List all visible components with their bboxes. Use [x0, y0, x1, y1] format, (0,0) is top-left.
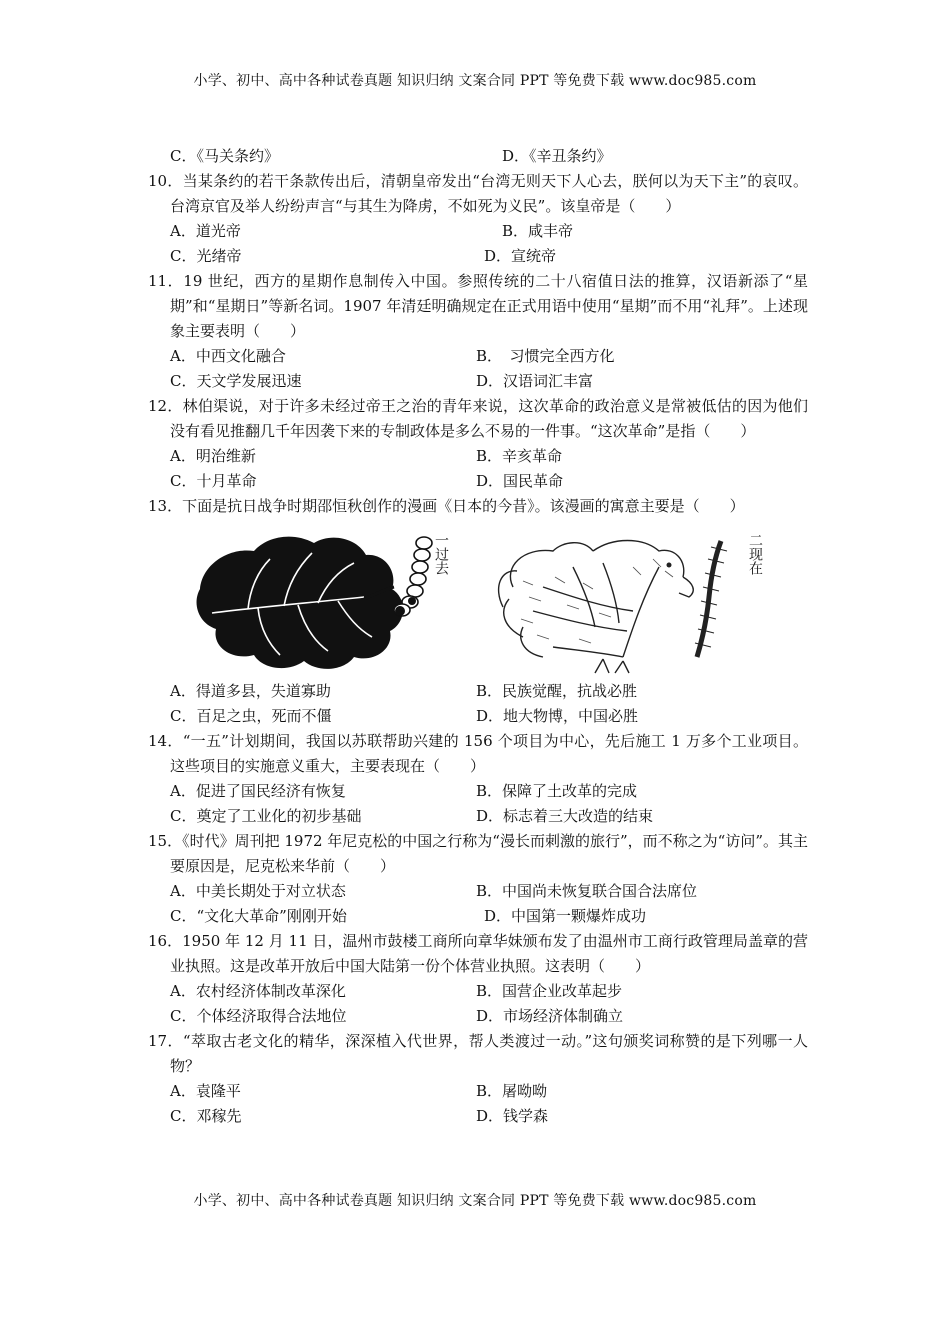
cartoon-right-caption: 二现在: [747, 533, 763, 575]
question-17-stem: 17．“萃取古老文化的精华，深深植入代世界，帮人类渡过一动。”这句颁奖词称赞的是下列哪一人物？: [148, 1032, 808, 1075]
question-15: [148, 829, 808, 929]
question-17: [148, 1029, 808, 1129]
question-16-option-a: A．农村经济体制改革深化: [170, 982, 346, 1000]
question-15-stem: 15．《时代》周刊把 1972 年尼克松的中国之行称为“漫长而刺激的旅行”，而不称之为“访问”。其主要原因是，尼克松来华前（ ）: [148, 832, 808, 875]
cartoon-rooster-centipede: [483, 527, 763, 677]
question-13-option-b: B．民族觉醒，抗战必胜: [476, 682, 638, 700]
question-17-options-row-1: [148, 1079, 808, 1104]
question-16-options-row-2: [148, 1004, 808, 1029]
question-14-option-b: B．保障了土改革的完成: [476, 782, 638, 800]
question-14-option-a: A．促进了国民经济有恢复: [170, 782, 346, 800]
question-17-option-a: A．袁隆平: [170, 1082, 241, 1100]
cartoon-leaf-silkworm: [188, 527, 458, 677]
question-13-option-d: D．地大物博，中国必胜: [476, 707, 639, 725]
question-11-option-d: D．汉语词汇丰富: [476, 372, 594, 390]
question-11-option-a: A．中西文化融合: [170, 347, 286, 365]
question-10-options-row-1: [148, 219, 808, 244]
page-footer: 小学、初中、高中各种试卷真题 知识归纳 文案合同 PPT 等免费下载 www.doc985.com: [193, 1193, 757, 1209]
question-15-options-row-2: [148, 904, 808, 929]
question-14-options-row-1: [148, 779, 808, 804]
exam-content: [148, 144, 808, 1129]
question-15-option-d: D．中国第一颗爆炸成功: [484, 907, 647, 925]
question-13: [148, 494, 808, 729]
question-15-option-a: A．中美长期处于对立状态: [170, 882, 346, 900]
question-13-option-a: A．得道多县，失道寡助: [170, 682, 331, 700]
question-16: [148, 929, 808, 1029]
q9-option-c: C．《马关条约》: [170, 147, 279, 165]
question-11-options-row-1: [148, 344, 808, 369]
question-16-stem: 16．1950 年 12 月 11 日，温州市鼓楼工商所向章华妹颁布发了由温州市工商行政管理局盖章的营业执照。这是改革开放后中国大陆第一份个体营业执照。这表明（ ）: [148, 932, 808, 975]
question-16-option-b: B．国营企业改革起步: [476, 982, 623, 1000]
question-10-options-row-2: [148, 244, 808, 269]
question-10-option-a: A．道光帝: [170, 222, 241, 240]
question-13-stem: 13．下面是抗日战争时期邵恒秋创作的漫画《日本的今昔》。该漫画的寓意主要是（ ）: [148, 497, 745, 515]
page-header: 小学、初中、高中各种试卷真题 知识归纳 文案合同 PPT 等免费下载 www.doc985.com: [193, 73, 757, 89]
question-15-option-b: B．中国尚未恢复联合国合法席位: [476, 882, 698, 900]
question-16-option-c: C．个体经济取得合法地位: [170, 1007, 347, 1025]
cartoon-left-caption: 一过去: [433, 533, 449, 575]
question-16-options-row-1: [148, 979, 808, 1004]
question-12-option-c: C．十月革命: [170, 472, 257, 490]
question-12-option-a: A．明治维新: [170, 447, 256, 465]
question-14: [148, 729, 808, 829]
question-10-option-c: C．光绪帝: [170, 247, 242, 265]
q9-option-d: D．《辛丑条约》: [502, 147, 612, 165]
question-10-option-b: B．咸丰帝: [502, 222, 574, 240]
question-13-options-row-1: [148, 679, 808, 704]
question-16-option-d: D．市场经济体制确立: [476, 1007, 624, 1025]
cartoon-japan-past-present: [148, 527, 808, 677]
question-10: [148, 169, 808, 269]
question-12: [148, 394, 808, 494]
question-14-options-row-2: [148, 804, 808, 829]
question-10-stem: 10．当某条约的若干条款传出后，清朝皇帝发出“台湾无则天下人心去，朕何以为天下主”的哀叹。台湾京官及举人纷纷声言“与其生为降虏，不如死为义民”。该皇帝是（ ）: [148, 172, 808, 215]
question-10-option-d: D．宣统帝: [484, 247, 557, 265]
question-12-options-row-2: [148, 469, 808, 494]
question-15-options-row-1: [148, 879, 808, 904]
question-11-option-b: B． 习惯完全西方化: [476, 347, 615, 365]
question-11-stem: 11．19 世纪，西方的星期作息制传入中国。参照传统的二十八宿值日法的推算，汉语新添了“星期”和“星期日”等新名词。1907 年清廷明确规定在正式用语中使用“星期”而不用“礼拜”。上述现象主要表明（ ）: [148, 272, 808, 340]
question-17-option-b: B．屠呦呦: [476, 1082, 548, 1100]
q9-options-row: [148, 144, 808, 169]
question-14-stem: 14．“一五”计划期间，我国以苏联帮助兴建的 156 个项目为中心，先后施工 1 万多个工业项目。这些项目的实施意义重大，主要表现在（ ）: [148, 732, 808, 775]
question-14-option-d: D．标志着三大改造的结束: [476, 807, 654, 825]
question-12-options-row-1: [148, 444, 808, 469]
question-11-options-row-2: [148, 369, 808, 394]
question-12-stem: 12．林伯渠说，对于许多未经过帝王之治的青年来说，这次革命的政治意义是常被低估的因为他们没有看见推翻几千年因袭下来的专制政体是多么不易的一件事。“这次革命”是指（ ）: [148, 397, 808, 440]
question-12-option-b: B．辛亥革命: [476, 447, 563, 465]
question-15-option-c: C．“文化大革命”刚刚开始: [170, 907, 347, 925]
question-17-option-d: D．钱学森: [476, 1107, 549, 1125]
question-13-options-row-2: [148, 704, 808, 729]
question-14-option-c: C．奠定了工业化的初步基础: [170, 807, 362, 825]
question-13-option-c: C．百足之虫，死而不僵: [170, 707, 332, 725]
question-17-option-c: C．邓稼先: [170, 1107, 242, 1125]
question-11: [148, 269, 808, 394]
question-11-option-c: C．天文学发展迅速: [170, 372, 302, 390]
question-17-options-row-2: [148, 1104, 808, 1129]
question-12-option-d: D．国民革命: [476, 472, 564, 490]
